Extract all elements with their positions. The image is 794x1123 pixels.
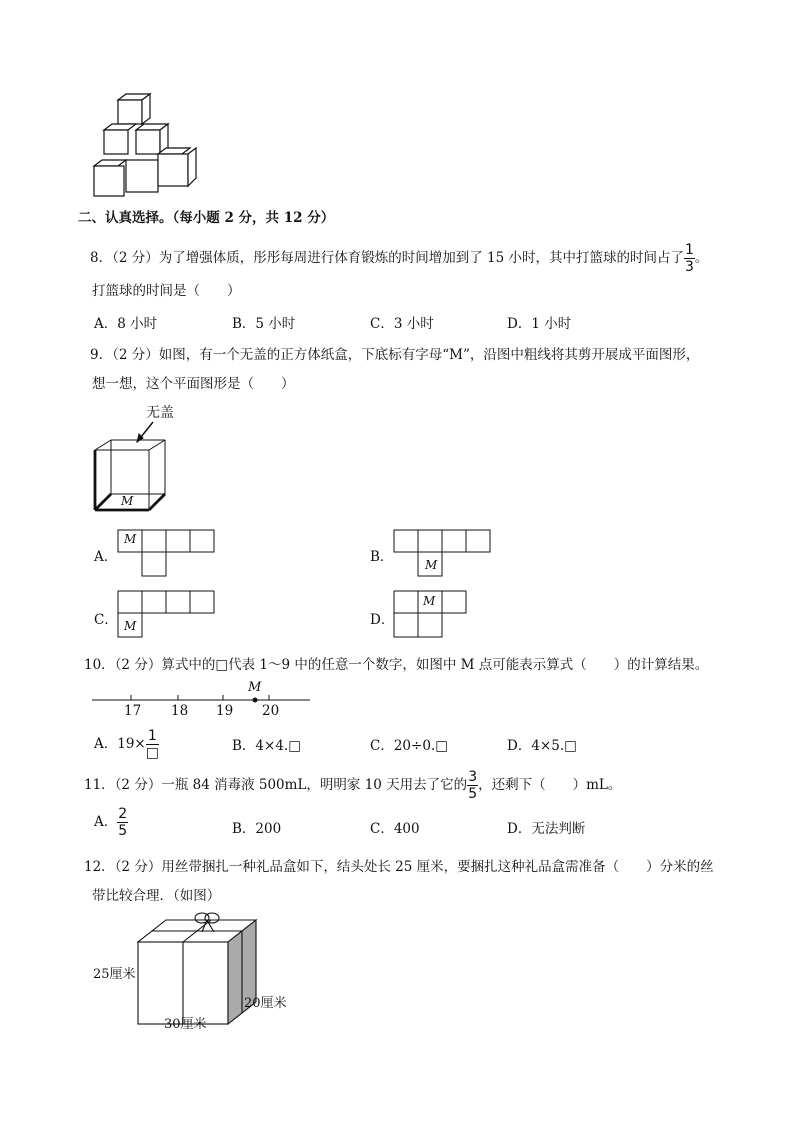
open-cube-figure <box>93 418 183 498</box>
q9-figure-label: 无盖 <box>146 405 174 421</box>
q11-option-a-text: A． <box>94 814 118 830</box>
q9-net-b-m: M <box>425 558 438 572</box>
q9-option-b[interactable]: B． <box>370 549 394 565</box>
q9-option-c[interactable]: C． <box>94 612 118 628</box>
q9-number: 9． <box>90 347 113 363</box>
q10-option-d[interactable]: D．4×5.□ <box>507 738 577 754</box>
q11-number: 11． <box>84 777 115 793</box>
question-12 <box>84 855 714 875</box>
q11-fraction <box>467 770 478 801</box>
q10-option-a-text: A．19× <box>94 736 146 752</box>
q11-option-d[interactable]: D．无法判断 <box>507 821 586 837</box>
q8-number: 8． <box>90 250 113 266</box>
gift-box-figure <box>128 912 298 1032</box>
box-width-label: 20厘米 <box>244 996 287 1011</box>
q10-option-b[interactable]: B．4×4.□ <box>232 738 301 754</box>
q8-option-a[interactable]: A．8 小时 <box>94 316 158 332</box>
q11-option-b[interactable]: B．200 <box>232 821 282 837</box>
q10-number: 10． <box>84 657 115 673</box>
q9-text: 如图，有一个无盖的正方体纸盒，下底标有字母“M”，沿图中粗线将其剪开展成平面图形， <box>158 347 700 363</box>
q9-net-c-m: M <box>124 619 137 633</box>
q11-option-a[interactable] <box>94 807 128 838</box>
question-11 <box>84 770 621 801</box>
q10-option-a[interactable] <box>94 729 159 760</box>
q9-net-d-m: M <box>423 594 436 608</box>
q10-frac-denominator: □ <box>145 745 159 761</box>
q11-option-c[interactable]: C．400 <box>370 821 420 837</box>
q10-text: 算式中的□代表 1～9 中的任意一个数字，如图中 M 点可能表示算式（ ）的计算结果。 <box>161 657 709 673</box>
q10-frac-numerator: 1 <box>146 729 159 745</box>
q11-opt-frac-numerator: 2 <box>118 806 128 822</box>
q11-after: ，还剩下（ ）mL。 <box>478 777 622 793</box>
q9-option-d[interactable]: D． <box>370 612 395 628</box>
q8-option-c[interactable]: C．3 小时 <box>370 316 434 332</box>
q11-text: 一瓶 84 消毒液 500mL，明明家 10 天用去了它的 <box>161 777 468 793</box>
q12-text: 用丝带捆扎一种礼品盒如下，结头处长 25 厘米，要捆扎这种礼品盒需准备（ ）分米的丝 <box>161 859 714 875</box>
box-height-label: 25厘米 <box>93 967 136 982</box>
q11-frac-numerator: 3 <box>468 769 478 785</box>
tick-18: 18 <box>171 703 189 719</box>
q8-text: 为了增强体质，彤彤每周进行体育锻炼的时间增加到了 15 小时，其中打篮球的时间占了 <box>158 250 684 266</box>
q9-option-a[interactable]: A． <box>94 549 118 565</box>
q10-option-a-fraction <box>146 729 159 760</box>
q11-option-a-fraction <box>117 807 128 838</box>
box-length-label: 30厘米 <box>164 1017 207 1032</box>
q12-score: （2 分） <box>114 859 162 875</box>
q8-option-b[interactable]: B．5 小时 <box>232 316 296 332</box>
q9-net-b[interactable] <box>394 530 494 580</box>
q9-line2: 想一想，这个平面图形是（ ） <box>92 376 295 392</box>
q12-number: 12． <box>84 859 115 875</box>
q9-score: （2 分） <box>112 347 159 363</box>
tick-19: 19 <box>216 703 234 719</box>
q8-line2: 打篮球的时间是（ ） <box>92 283 241 299</box>
q11-frac-denominator: 5 <box>468 786 478 802</box>
section-title: 二、认真选择。（每小题 2 分，共 12 分） <box>78 210 335 226</box>
q11-score: （2 分） <box>114 777 162 793</box>
q9-net-a-m: M <box>124 532 137 546</box>
question-10 <box>84 653 708 673</box>
question-9 <box>90 343 699 363</box>
cube-stack-figure <box>90 92 210 202</box>
q9-figure-m: M <box>121 494 134 508</box>
q9-net-d[interactable] <box>394 591 494 641</box>
tick-20: 20 <box>262 703 280 719</box>
tick-17: 17 <box>124 703 142 719</box>
q11-opt-frac-denominator: 5 <box>118 823 128 839</box>
q8-frac-denominator: 3 <box>685 259 694 275</box>
q10-score: （2 分） <box>114 657 162 673</box>
q8-frac-numerator: 1 <box>685 242 694 258</box>
number-line-m: M <box>248 680 262 695</box>
q8-fraction <box>684 243 695 274</box>
question-8 <box>90 243 708 274</box>
q8-option-d[interactable]: D．1 小时 <box>507 316 572 332</box>
q10-option-c[interactable]: C．20÷0.□ <box>370 738 448 754</box>
q12-line2: 带比较合理．（如图） <box>92 888 221 904</box>
q9-net-c[interactable] <box>118 591 218 641</box>
q8-end: 。 <box>694 250 709 266</box>
q8-score: （2 分） <box>112 250 159 266</box>
